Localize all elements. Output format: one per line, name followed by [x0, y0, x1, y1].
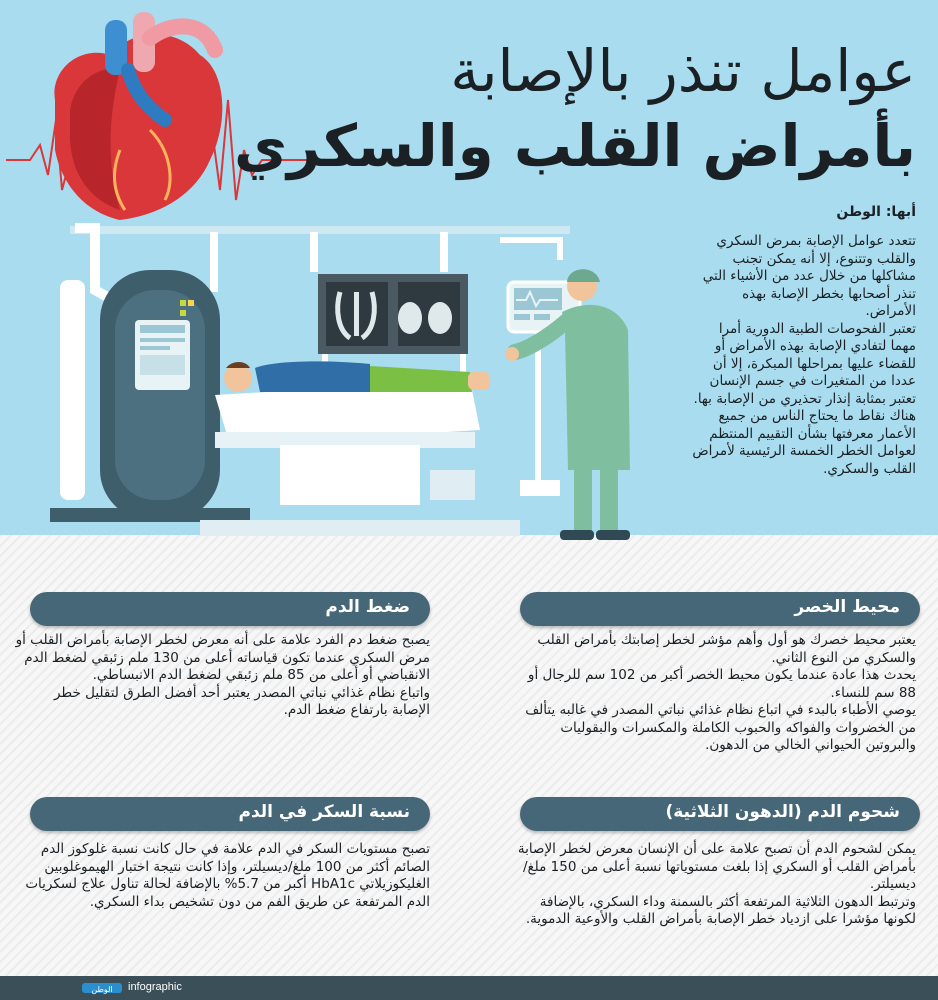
heart-icon [54, 12, 222, 220]
waist-paragraph: يحدث هذا عادة عندما يكون محيط الخصر أكبر من 102 سم للرجال أو 88 سم للنساء. [527, 667, 916, 701]
triglycerides-card-text [516, 841, 916, 929]
intro-text [691, 233, 916, 478]
triglycerides-card-title: شحوم الدم (الدهون الثلاثية) [665, 802, 900, 822]
blood-sugar-card-title: نسبة السكر في الدم [238, 802, 410, 822]
blood-sugar-card-header [30, 797, 430, 831]
title-line-1: عوامل تنذر بالإصابة [450, 37, 916, 105]
waist-paragraph: يعتبر محيط خصرك هو أول وأهم مؤشر لخطر إصابتك بأمراض القلب والسكري من النوع الثاني. [537, 632, 916, 666]
waist-card-title: محيط الخصر [794, 597, 900, 617]
intro-paragraph: هناك نقاط ما يحتاج الناس من جميع الأعمار معرفتها بشأن التقييم المنتظم لعوامل الخطر الخمسة الرئيسية لأمراض القلب والسكري. [692, 408, 916, 477]
title-line-2: بأمراض القلب والسكري [233, 112, 916, 180]
footer-bar [0, 976, 938, 1000]
intro-paragraph: تعتبر الفحوصات الطبية الدورية أمرا مهما لتفادي الإصابة بهذه الأمراض أو للقضاء عليها بمراحلها المبكرة، إلا أن عددا من المتغيرات في جسم الإنسان تعتبر بمثابة إنذار تحذيري من الإصابة بها. [693, 320, 916, 407]
blood-sugar-card-text [14, 841, 430, 911]
blood-pressure-paragraph: يصبح ضغط دم الفرد علامة على أنه معرض لخطر الإصابة بأمراض القلب أو مرض السكري عندما تكون قياساته أعلى من 130 ملم زئبقي لضغط الدم الانقباضي أو أعلى من 85 ملم زئبقي لضغط الدم الانبساطي. [15, 632, 430, 683]
triglycerides-paragraph: يمكن لشحوم الدم أن تصبح علامة على أن الإنسان معرض لخطر الإصابة بأمراض القلب أو السكري إذا بلغت مستوياتها نسبة أعلى من 150 ملغ/ديسيلتر. [517, 841, 916, 892]
source-byline: أبها: الوطن [836, 204, 916, 220]
blood-pressure-card-header [30, 592, 430, 626]
footer-brand: الوطن [91, 985, 113, 994]
patient-figure [224, 361, 490, 392]
triglycerides-paragraph: وترتبط الدهون الثلاثية المرتفعة أكثر بالسمنة وداء السكري، بالإضافة لكونها مؤشرا على ازدياد خطر الإصابة بأمراض القلب والأوعية الدموية. [525, 893, 916, 927]
triglycerides-card-header [520, 797, 920, 831]
blood-pressure-card-text [14, 632, 430, 720]
footer-label: infographic [128, 981, 182, 993]
waist-card-text [516, 632, 916, 755]
blood-sugar-paragraph: تصبح مستويات السكر في الدم علامة في حال كانت نسبة غلوكوز الدم الصائم أكثر من 100 ملغ/ديسيلتر، وإذا كانت نتيجة اختبار الهيموغلوبين الغليكوزيلاتي HbA1c أكبر من 5.7% بالإضافة لحالة تناول علاج لسكريات الدم المرتفعة عن طريق الفم من دون تشخيص بداء السكري. [25, 841, 430, 910]
waist-paragraph: يوصي الأطباء بالبدء في اتباع نظام غذائي نباتي المصدر في غالبه يتألف من الخضروات والفواكه والحبوب الكاملة والمكسرات والبقوليات والبروتين الحيواني الخالي من الدهون. [525, 702, 916, 753]
alwatan-logo-icon [82, 980, 122, 996]
blood-pressure-card-title: ضغط الدم [325, 597, 410, 617]
blood-pressure-paragraph: واتباع نظام غذائي نباتي المصدر يعتبر أحد أفضل الطرق لتقليل خطر الإصابة بارتفاع ضغط الدم. [53, 684, 430, 718]
intro-paragraph: تتعدد عوامل الإصابة بمرض السكري والقلب وتتنوع، إلا أنه يمكن تجنب مشاكلها من خلال عدد من الأشياء التي تنذر أصحابها بخطر الإصابة بهذه الأمراض. [702, 233, 916, 319]
waist-card-header [520, 592, 920, 626]
